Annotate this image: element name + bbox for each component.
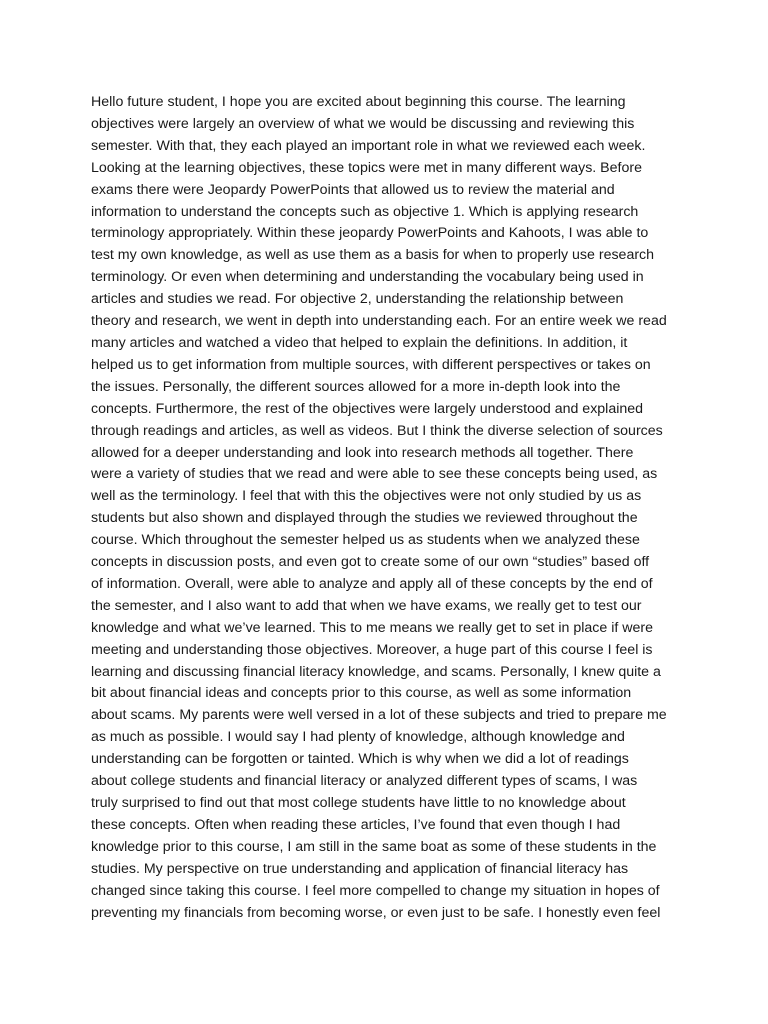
text-line: well as the terminology. I feel that with this the objectives were not only studied by us as (91, 488, 642, 505)
text-line: allowed for a deeper understanding and look into research methods all together. There (91, 444, 634, 461)
text-line: the issues. Personally, the different sources allowed for a more in-depth look into the (91, 378, 621, 395)
text-line: preventing my financials from becoming worse, or even just to be safe. I honestly even feel (91, 904, 661, 921)
text-line: terminology appropriately. Within these jeopardy PowerPoints and Kahoots, I was able to (91, 225, 649, 242)
text-line: about college students and financial literacy or analyzed different types of scams, I was (91, 773, 638, 790)
text-line: articles and studies we read. For objective 2, understanding the relationship between (91, 291, 624, 308)
text-line: knowledge and what we’ve learned. This to me means we really get to set in place if were (91, 619, 654, 636)
text-line: Looking at the learning objectives, these topics were met in many different ways. Before (91, 159, 642, 176)
text-line: about scams. My parents were well versed in a lot of these subjects and tried to prepare me (91, 707, 667, 724)
text-line: meeting and understanding those objectives. Moreover, a huge part of this course I feel is (91, 641, 653, 658)
text-line: knowledge prior to this course, I am still in the same boat as some of these students in the (91, 838, 657, 855)
text-line: Hello future student, I hope you are excited about beginning this course. The learning (91, 94, 626, 110)
text-line: the semester, and I also want to add that when we have exams, we really get to test our (91, 597, 642, 614)
text-line: information to understand the concepts such as objective 1. Which is applying research (91, 203, 639, 220)
text-line: changed since taking this course. I feel more compelled to change my situation in hopes of (91, 882, 660, 899)
text-line: of information. Overall, were able to analyze and apply all of these concepts by the end of (91, 575, 653, 592)
text-line: these concepts. Often when reading these articles, I’ve found that even though I had (91, 816, 621, 833)
text-line: learning and discussing financial literacy knowledge, and scams. Personally, I knew quite a (91, 663, 661, 680)
text-line: helped us to get information from multiple sources, with different perspectives or takes on (91, 356, 651, 373)
text-line: semester. With that, they each played an important role in what we reviewed each week. (91, 137, 646, 154)
text-line: as much as possible. I would say I had plenty of knowledge, although knowledge and (91, 729, 625, 746)
text-line: bit about financial ideas and concepts prior to this course, as well as some information (91, 685, 632, 702)
text-line: terminology. Or even when determining and understanding the vocabulary being used in (91, 269, 644, 286)
body-paragraph (91, 92, 681, 924)
text-line: many articles and watched a video that helped to explain the definitions. In addition, it (91, 334, 628, 351)
text-line: studies. My perspective on true understanding and application of financial literacy has (91, 860, 629, 877)
text-line: theory and research, we went in depth into understanding each. For an entire week we read (91, 313, 667, 330)
text-line: through readings and articles, as well as videos. But I think the diverse selection of sources (91, 422, 663, 439)
text-line: objectives were largely an overview of what we would be discussing and reviewing this (91, 115, 635, 132)
text-line: truly surprised to find out that most college students have little to no knowledge about (91, 795, 626, 811)
text-line: exams there were Jeopardy PowerPoints that allowed us to review the material and (91, 181, 615, 198)
text-line: test my own knowledge, as well as use them as a basis for when to properly use research (91, 247, 655, 264)
text-line: were a variety of studies that we read and were able to see these concepts being used, as (91, 466, 658, 483)
text-line: course. Which throughout the semester helped us as students when we analyzed these (91, 532, 640, 549)
text-line: concepts in discussion posts, and even got to create some of our own “studies” based off (91, 554, 650, 571)
text-line: understanding can be forgotten or tainted. Which is why when we did a lot of readings (91, 751, 629, 768)
text-line: students but also shown and displayed through the studies we reviewed throughout the (91, 510, 638, 527)
text-line: concepts. Furthermore, the rest of the objectives were largely understood and explained (91, 400, 644, 417)
